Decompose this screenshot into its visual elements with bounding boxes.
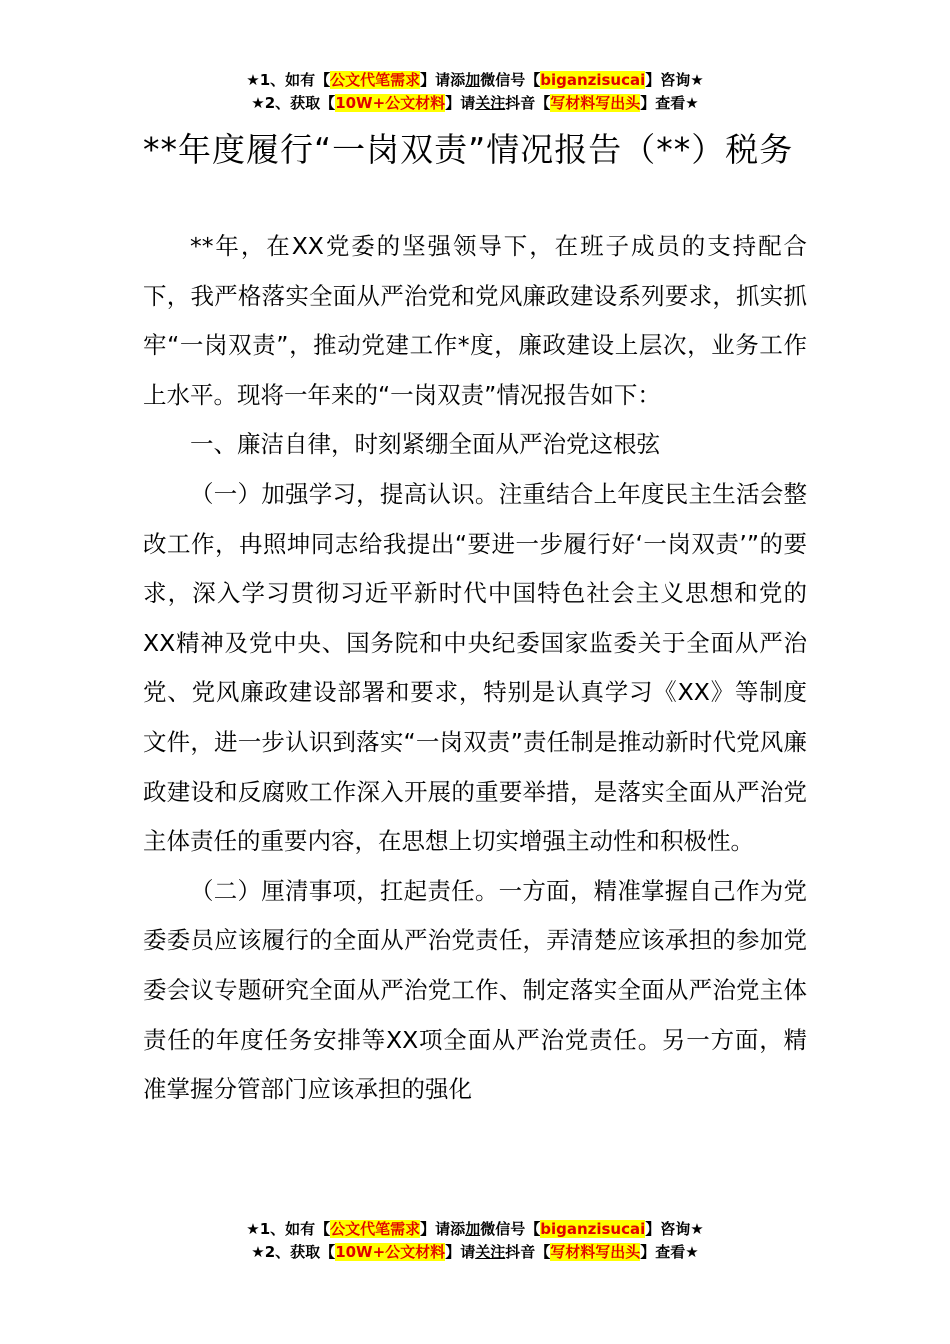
highlight-wechat-id: biganzisucai [540, 1220, 646, 1238]
highlight-douyin-account: 写材料写出头 [550, 94, 641, 112]
highlight-ghostwriting: 公文代笔需求 [330, 71, 421, 89]
banner-line-2: ★2、获取【10W+公文材料】请关注抖音【写材料写出头】查看★ [251, 94, 699, 112]
highlight-ghostwriting: 公文代笔需求 [330, 1220, 421, 1238]
header-watermark-banner [0, 69, 950, 115]
banner-line-2: ★2、获取【10W+公文材料】请关注抖音【写材料写出头】查看★ [251, 1243, 699, 1261]
document-body [143, 222, 807, 1115]
subsection-paragraph-2: （二）厘清事项，扛起责任。一方面，精准掌握自己作为党委委员应该履行的全面从严治党责任，弄清楚应该承担的参加党委会议专题研究全面从严治党工作、制定落实全面从严治党主体责任的年度任务安排等XX项全面从严治党责任。另一方面，精准掌握分管部门应该承担的强化 [143, 876, 807, 1104]
banner-line-1: ★1、如有【公文代笔需求】请添加微信号【biganzisucai】咨询★ [246, 71, 704, 89]
document-title: **年度履行“一岗双责”情况报告（**）税务 [143, 130, 794, 169]
highlight-douyin-account: 写材料写出头 [550, 1243, 641, 1261]
intro-paragraph: **年，在XX党委的坚强领导下，在班子成员的支持配合下，我严格落实全面从严治党和党风廉政建设系列要求，抓实抓牢“一岗双责”，推动党建工作*度，廉政建设上层次，业务工作上水平。现将一年来的“一岗双责”情况报告如下： [143, 232, 807, 409]
highlight-materials: 10W+公文材料 [335, 1243, 446, 1261]
highlight-materials: 10W+公文材料 [335, 94, 446, 112]
subsection-paragraph-1: （一）加强学习，提高认识。注重结合上年度民主生活会整改工作，冉照坤同志给我提出“要进一步履行好‘一岗双责’”的要求，深入学习贯彻习近平新时代中国特色社会主义思想和党的XX精神及党中央、国务院和中央纪委国家监委关于全面从严治党、党风廉政建设部署和要求，特别是认真学习《XX》等制度文件，进一步认识到落实“一岗双责”责任制是推动新时代党风廉政建设和反腐败工作深入开展的重要举措，是落实全面从严治党主体责任的重要内容，在思想上切实增强主动性和积极性。 [143, 479, 807, 856]
banner-line-1: ★1、如有【公文代笔需求】请添加微信号【biganzisucai】咨询★ [246, 1220, 704, 1238]
section-heading-1: 一、廉洁自律，时刻紧绷全面从严治党这根弦 [190, 430, 660, 459]
highlight-wechat-id: biganzisucai [540, 71, 646, 89]
footer-watermark-banner [0, 1218, 950, 1264]
